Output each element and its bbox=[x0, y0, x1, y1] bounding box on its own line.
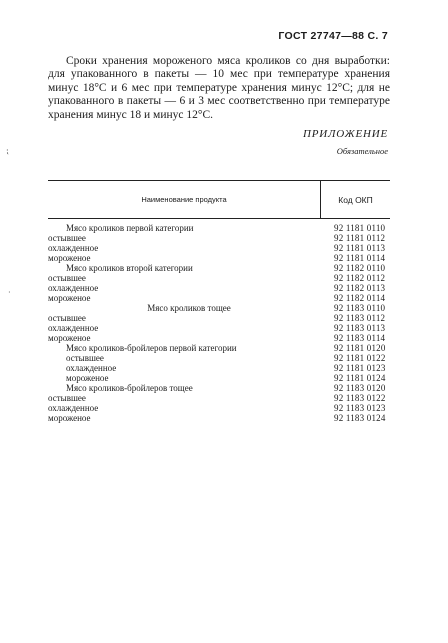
product-name: остывшее bbox=[48, 393, 86, 403]
okp-code: 92 1181 0110 bbox=[334, 223, 386, 233]
product-name: остывшее bbox=[48, 313, 86, 323]
okp-code: 92 1183 0110 bbox=[334, 303, 386, 313]
table-row bbox=[48, 413, 390, 423]
margin-dot: · bbox=[8, 288, 11, 297]
product-name: остывшее bbox=[48, 273, 86, 283]
table-row bbox=[48, 243, 390, 253]
table-row bbox=[48, 363, 390, 373]
okp-code: 92 1183 0124 bbox=[334, 413, 386, 423]
product-table bbox=[48, 223, 390, 423]
okp-code: 92 1183 0112 bbox=[334, 313, 386, 323]
okp-code: 92 1181 0112 bbox=[334, 233, 386, 243]
product-name: охлажденное bbox=[48, 243, 99, 253]
okp-code: 92 1183 0113 bbox=[334, 323, 386, 333]
okp-code: 92 1182 0113 bbox=[334, 283, 386, 293]
product-name: охлажденное bbox=[48, 403, 99, 413]
table-row bbox=[48, 333, 390, 343]
table-row bbox=[48, 373, 390, 383]
page-header: ГОСТ 27747—88 С. 7 bbox=[278, 30, 388, 42]
product-name: остывшее bbox=[48, 233, 86, 243]
product-name: мороженое bbox=[66, 373, 109, 383]
table-row bbox=[48, 313, 390, 323]
table-row bbox=[48, 233, 390, 243]
okp-code: 92 1183 0120 bbox=[334, 383, 386, 393]
okp-code: 92 1182 0110 bbox=[334, 263, 386, 273]
table-row bbox=[48, 263, 390, 273]
product-name: охлажденное bbox=[48, 323, 99, 333]
table-row bbox=[48, 283, 390, 293]
product-name: Мясо кроликов-бройлеров первой категории bbox=[66, 343, 237, 353]
okp-code: 92 1181 0124 bbox=[334, 373, 386, 383]
table-row bbox=[48, 343, 390, 353]
okp-code: 92 1181 0120 bbox=[334, 343, 386, 353]
okp-code: 92 1182 0114 bbox=[334, 293, 386, 303]
product-name: Мясо кроликов тощее bbox=[147, 303, 231, 313]
table-row bbox=[48, 253, 390, 263]
table-row bbox=[48, 403, 390, 413]
table-row bbox=[48, 293, 390, 303]
product-name: Мясо кроликов-бройлеров тощее bbox=[66, 383, 193, 393]
okp-code: 92 1183 0123 bbox=[334, 403, 386, 413]
okp-code: 92 1182 0112 bbox=[334, 273, 386, 283]
table-row bbox=[48, 303, 390, 313]
product-name: мороженое bbox=[48, 253, 91, 263]
table-row bbox=[48, 273, 390, 283]
table-header bbox=[48, 180, 390, 219]
appendix-title: ПРИЛОЖЕНИЕ bbox=[303, 128, 388, 140]
okp-code: 92 1181 0123 bbox=[334, 363, 386, 373]
storage-paragraph: Сроки хранения мороженого мяса кроликов со дня выработки: для упакованного в пакеты — 10 мес при температуре хранения минус 18°С и 6 мес при температуре хранения минус 12°С; для не упакованного в пакеты — 6 и 3 мес соответственно при температуре хранения минус 18 и минус 12°С. bbox=[48, 55, 390, 121]
table-row bbox=[48, 353, 390, 363]
okp-code: 92 1181 0113 bbox=[334, 243, 386, 253]
table-row bbox=[48, 323, 390, 333]
product-name: остывшее bbox=[66, 353, 104, 363]
product-name: мороженое bbox=[48, 333, 91, 343]
product-name: охлажденное bbox=[66, 363, 117, 373]
okp-code: 92 1181 0114 bbox=[334, 253, 386, 263]
okp-code: 92 1183 0114 bbox=[334, 333, 386, 343]
okp-code: 92 1181 0122 bbox=[334, 353, 386, 363]
product-name: Мясо кроликов второй категории bbox=[66, 263, 193, 273]
okp-code: 92 1183 0122 bbox=[334, 393, 386, 403]
table-row bbox=[48, 223, 390, 233]
table-row bbox=[48, 383, 390, 393]
margin-mark: ⁏ bbox=[6, 146, 9, 155]
column-header-name: Наименование продукта bbox=[48, 181, 321, 218]
product-name: мороженое bbox=[48, 413, 91, 423]
product-name: мороженое bbox=[48, 293, 91, 303]
product-name: охлажденное bbox=[48, 283, 99, 293]
table-row bbox=[48, 393, 390, 403]
product-name: Мясо кроликов первой категории bbox=[66, 223, 194, 233]
appendix-subtitle: Обязательное bbox=[336, 146, 388, 156]
column-header-code: Код ОКП bbox=[338, 194, 373, 205]
